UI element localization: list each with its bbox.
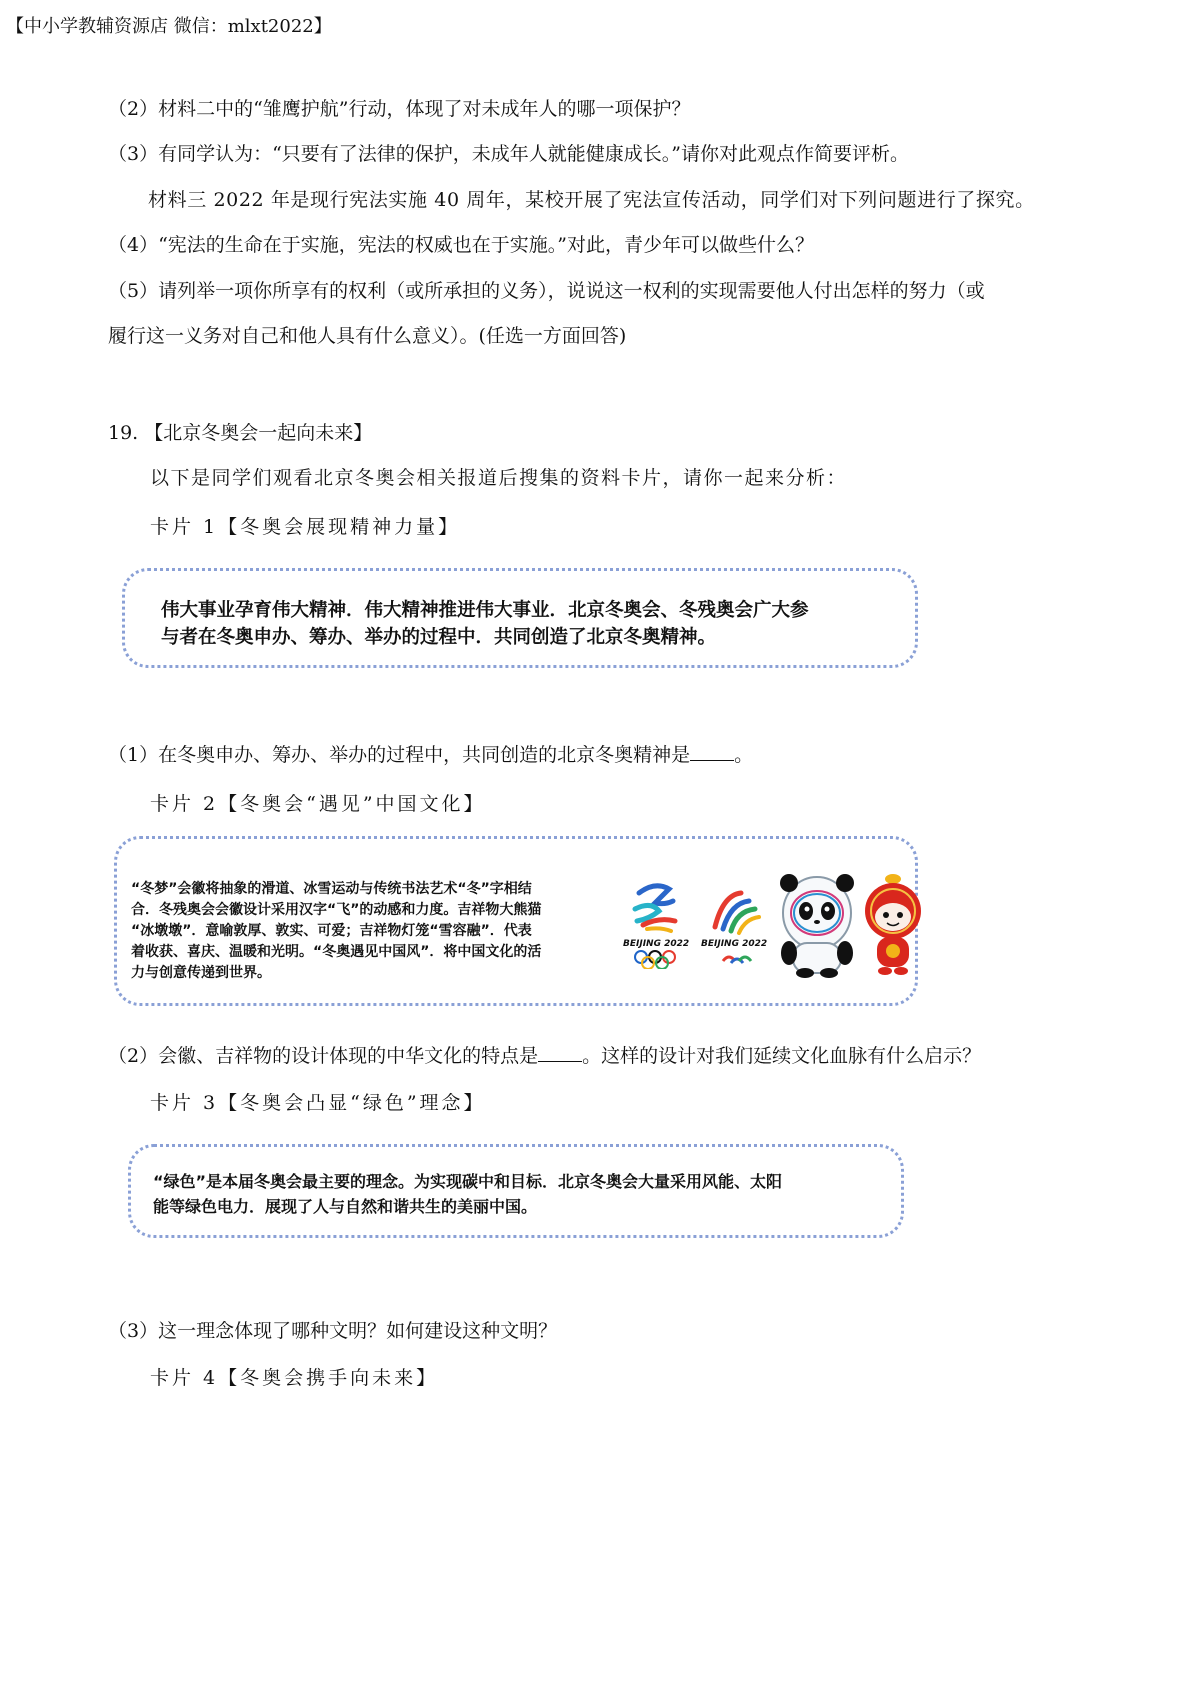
- question-4: （4）“宪法的生命在于实施，宪法的权威也在于实施。”对此，青少年可以做些什么？: [108, 234, 815, 256]
- sub-question-2-end: 。这样的设计对我们延续文化血脉有什么启示？: [582, 1045, 982, 1067]
- card-3-box: [128, 1144, 904, 1238]
- answer-blank-2: [538, 1043, 582, 1062]
- card-2-line-2: 合．冬残奥会会徽设计采用汉字“飞”的动感和力度。吉祥物大熊猫: [131, 902, 542, 918]
- card-2-line-4: 着收获、喜庆、温暖和光明。“冬奥遇见中国风”．将中国文化的活: [131, 944, 542, 960]
- card-4-title: 卡片 4【冬奥会携手向未来】: [150, 1367, 439, 1389]
- card-2-line-5: 力与创意传递到世界。: [131, 965, 271, 981]
- card-1-line-2: 与者在冬奥申办、筹办、举办的过程中．共同创造了北京冬奥精神。: [161, 627, 717, 648]
- card-2-box: [114, 836, 918, 1006]
- answer-blank-1: [690, 742, 734, 761]
- card-1-title: 卡片 1【冬奥会展现精神力量】: [150, 516, 461, 538]
- card-3-title: 卡片 3【冬奥会凸显“绿色”理念】: [150, 1092, 486, 1114]
- sub-question-1-end: 。: [734, 744, 754, 766]
- question-2: （2）材料二中的“雏鹰护航”行动，体现了对未成年人的哪一项保护？: [108, 98, 691, 120]
- card-1-line-1: 伟大事业孕育伟大精神．伟大精神推进伟大事业．北京冬奥会、冬残奥会广大参: [161, 600, 809, 621]
- question-3: （3）有同学认为：“只要有了法律的保护，未成年人就能健康成长。”请你对此观点作简要评析。: [108, 143, 910, 165]
- bing-dwen-dwen-mascot-icon: [777, 869, 857, 979]
- material-3: 材料三 2022 年是现行宪法实施 40 周年，某校开展了宪法宣传活动，同学们对下列问题进行了探究。: [148, 189, 1035, 211]
- card-3-line-2: 能等绿色电力．展现了人与自然和谐共生的美丽中国。: [153, 1197, 538, 1216]
- winter-paralympics-emblem-icon: [705, 887, 767, 975]
- shuey-rhon-rhon-mascot-icon: [863, 873, 923, 977]
- emblem-2-caption: BEIJING 2022: [701, 939, 768, 949]
- card-2-title: 卡片 2【冬奥会“遇见”中国文化】: [150, 793, 486, 815]
- header-watermark: 【中小学教辅资源店 微信：mlxt2022】: [6, 16, 332, 37]
- sub-question-1: [108, 742, 753, 768]
- card-3-line-1: “绿色”是本届冬奥会最主要的理念。为实现碳中和目标．北京冬奥会大量采用风能、太阳: [153, 1172, 783, 1191]
- question-19-intro: 以下是同学们观看北京冬奥会相关报道后搜集的资料卡片，请你一起来分析：: [150, 467, 848, 489]
- question-5-line1: （5）请列举一项你所享有的权利（或所承担的义务），说说这一权利的实现需要他人付出怎样的努力（或: [108, 280, 985, 302]
- emblem-1-caption: BEIJING 2022: [623, 939, 690, 949]
- question-5-line2: 履行这一义务对自己和他人具有什么意义）。(任选一方面回答): [108, 325, 627, 347]
- card-2-line-1: “冬梦”会徽将抽象的滑道、冰雪运动与传统书法艺术“冬”字相结: [131, 881, 532, 897]
- sub-question-2: [108, 1043, 981, 1069]
- question-19-title: 19. 【北京冬奥会一起向未来】: [108, 422, 373, 444]
- sub-question-1-text: （1）在冬奥申办、筹办、举办的过程中，共同创造的北京冬奥精神是: [108, 744, 691, 766]
- sub-question-3: （3）这一理念体现了哪种文明？如何建设这种文明？: [108, 1320, 558, 1342]
- card-2-line-3: “冰墩墩”．意喻敦厚、敦实、可爱；吉祥物灯笼“雪容融”．代表: [131, 923, 532, 939]
- winter-olympics-emblem-icon: [623, 877, 690, 969]
- sub-question-2-text: （2）会徽、吉祥物的设计体现的中华文化的特点是: [108, 1045, 539, 1067]
- card-1-box: [122, 568, 918, 668]
